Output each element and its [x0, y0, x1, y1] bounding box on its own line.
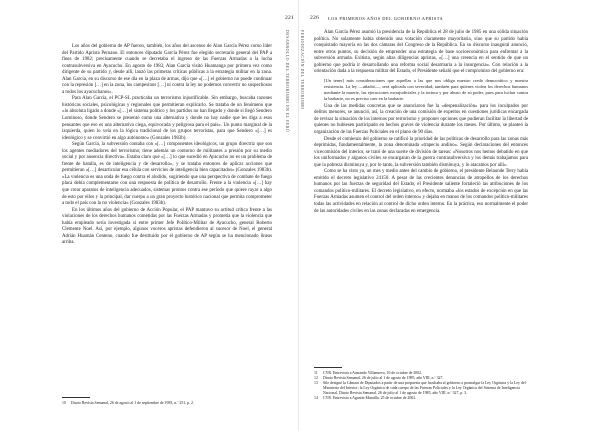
- right-page-number: 226: [310, 15, 319, 21]
- footnote-text: Diario Revista Semanal, 26 de agosto al 1 de septiembre de 1983, n.º 251, p. 2.: [71, 401, 194, 405]
- page-gutter: [298, 0, 299, 431]
- left-paragraph: En los últimos años del gobierno de Acción Popular, el PAP mantuvo su actitud crítica frente a las violaciones de los derechos humanos cometidas por las Fuerzas Armadas y prometía que la violencia que había empleado sería investigada si entre primer Jefe Político-Militar de Ayacucho, general Roberto Clemente Noel. Así, por ejemplo, algunos voceros apristas defendieron al sucesor de Noel, el general Adrián Huamán Centeno, cuando fue destituido por el gobierno de AP según se ha mencionado líneas arriba.: [62, 207, 272, 246]
- left-paragraph: Para Alan García, el PCP-SL practicaba un terrorismo injustificable. Sin embargo, buscaba razones históricas sociales, psicológicas y regionales que permitieran explicarlo. Se trataba de un fenómeno que «lo absoluta ligado a donde «[…] el sistema político y los partidos no han llegado y donde si llegó Sendero Luminoso, donde Sendero se presentó como una alternativa y donde no hay nadie que les diga a esos pensantes que eso es una alternativa ciega, equivocada y peligrosa para el país». Un punto marginal de la izquierda, quien lo veía en la lógica tradicional de los grupos terroristas, para que Sendero «[…] es ideológico y se convirtió en algo autónomo» (Gonzales 1983b).: [62, 96, 272, 141]
- right-paragraph: Alan García Pérez asumió la presidencia de la República el 28 de julio de 1985 en una sólida situación política. No solamente había obtenido una votación claramente mayoritaria, sino que su partido había conquistado mayoría en las dos cámaras del Congreso de la República. En su discurso inaugural anunció, entre otros puntos, su decisión de emprender una estrategia de base socioeconómica para enfrentar a la subversión armada. Exitista, según altas diligencias apristas, «[…] una creencia en el sentido de que un gobierno que podría ir desarrollando una reforma social desarmaría a la insurgencia». Con relación a la orientación dada a la respuesta militar del Estado, el Presidente señaló que el compromiso del gobierno era:: [314, 30, 528, 75]
- footnote-number: 12: [314, 376, 318, 380]
- right-paragraph: Como se ha visto ya, un mes y medio antes del cambio de gobierno, el presidente Belaunde Terry había emitido el decreto legislativo 24150. A pesar de las crecientes denuncias de atropellos de los derechos humanos por las fuerzas de seguridad del Estado, el Presidente saliente fortaleció las atribuciones de los comandos político-militares. El decreto legislativo, en efecto, normaba «los estados de excepción en que las Fuerzas Armadas asumen el control del orden interno» y dejaba en manos de los comandos político-militares todas las actividades en relación al control de dicho orden interno. En la práctica, eso normalmente el poder de las autoridades civiles en las zonas declaradas en emergencia.: [314, 169, 528, 214]
- right-footnotes: [314, 371, 528, 401]
- left-paragraph: Según García, la subversión contaba con «[…] componentes ideológicos, un grupo directriz que son los agentes mediadores del terrorismo; tiene además un contorno de militantes a presión por su medio social y por ausencia directiva». Estaba claro que «[…] lo que sucedió en Ayacucho no es un problema de frente de batalla, es de inteligencia y de desarrollo», y se trataba entonces de aplicar acciones que permitieran «[…] desarticular esa célula con servicios de inteligencia bien capacitados» (Gonzales 1983b). «La violencia es una onda de fuego contra el aludido, sugiriendo que una perspectiva de combate de fuego placa debía complementarse con una respuesta de política de desarrollo. Frente a la violencia «[…] hay que crear aparatos de inteligencia adecuados, sistemas prontos contra ese período que quiere rayar a algo de esto por ellos y la principal, dar cuerpo a un gran proyecto histórico nacional que permita comprometer a todo el país con la no violencia» (Gonzales 1983b).: [62, 142, 272, 207]
- left-paragraph: Los años del gobierno de AP fueron, también, los años del ascenso de Alan García Pérez como líder del Partido Aprista Peruano. El entonces diputado García Pérez fue elegido secretario general del PAP a fines de 1982; precisamente cuando se decretaba el ingreso de las Fuerzas Armadas a la lucha contrasubversiva en Ayacucho. En agosto de 1983, Alan García visitó Huamanga por primera vez como dirigente de su partido y, desde allí, lanzó las primeras críticas públicas a la estrategia militar en la zona. Alan García, en su discurso de ese día en la plaza de armas, dijo que «[…] el gobierno no puede continuar con la represión […] en la zona, los campesinos […] ni contra la ley no podemos convertir no sospechosos a todos los ayacuchanos».: [62, 44, 272, 95]
- footnote-number: 13: [314, 381, 318, 385]
- right-footnote-rule: [314, 367, 342, 368]
- footnote-text: Sile designó la Cámara de Diputados a partir de una propuesta que facultaba al gobierno a promulgar la Ley Orgánica y la Ley del Ministerio del Interior; la Ley Orgánica de cada cuerpo de las Fuerzas Policiales y la Ley Orgánica del Sistema de Inteligencia Nacional. Diario Revista Semanal, 26 de julio al 1 de agosto de 1985, año VIII, n.º 327, p. 3.: [323, 381, 526, 395]
- footnote-number: 11: [314, 371, 318, 375]
- footnote-number: 10: [62, 401, 66, 405]
- right-paragraph: Una de las medidas concretas que se anunciaron fue la «despenalización» para los inculpados por delitos menores, se anunció, así, la creación de una comisión de expertos en cuestiones jurídicas encargada de revisar la situación de los internos por terrorismo y proponer opciones que pudieran facilitar la libertad de quienes no hubiesen participado en hechos graves de violencia durante los meses. Por último, se planteó la organización de las Fuerzas Policiales en el plano de 90 días.: [314, 103, 528, 136]
- left-side-caption: DESARROLLO DEL TERRORISMO EN EL PERÚ: [285, 30, 289, 133]
- left-body-text: [62, 44, 272, 247]
- right-paragraph: Desde el comienzo del gobierno se ratificó la prioridad de las políticas de desarrollo para las zonas más deprimidas, fundamentalmente, la zona denominada «trapecio andino». Según declaraciones del entonces vicecomisión del interior, se trató de una suerte de división de tareas: «Nosotros nos hemos debatido en que los uniformados y algunos civiles se encargaran de la guerra contrasubversiva y los demás trabajamos para que la pobreza disminuya y, por lo tanto, la subversión también disminuya, y lo atacamos por allí».: [314, 136, 528, 168]
- footnote: [314, 396, 528, 401]
- footnote-number: 14: [314, 396, 318, 400]
- footnote-text: CVR. Entrevista a Agustín Mantilla, 25 de octubre de 2002.: [323, 396, 417, 400]
- footnote-text: Diario Revista Semanal, 26 de julio al 1 de agosto de 1985, año VIII, n.º 327.: [323, 376, 444, 380]
- right-side-caption: PERIODIZACIÓN DEL TERRORISMO: [300, 30, 304, 110]
- footnote-text: CVR. Entrevista a Armando Villanueva, 16 de octubre de 2002.: [323, 371, 423, 375]
- block-quote: [Un tener] más consideraciones que aquellas a las que nos obliga nuestro credo democrático y nuestra resistencia. La ley —añadió—, será aplicada con severidad; también para quienes violen los derechos humanos mediante la muerte, las ejecuciones extrajudiciales y la tortura y por abuso de su poder, pues para luchar contra la barbarie, no es preciso caer en la barbarie.: [324, 77, 528, 101]
- running-head: LOS PRIMEROS AÑOS DEL GOBIERNO APRISTA: [328, 16, 444, 21]
- left-page-number: 221: [285, 15, 294, 21]
- footnote: [314, 381, 528, 396]
- left-footnote-rule: [62, 397, 90, 398]
- right-body-text: [314, 30, 528, 215]
- footnote: [62, 401, 272, 406]
- right-page: [300, 0, 600, 431]
- left-footnotes: [62, 401, 272, 406]
